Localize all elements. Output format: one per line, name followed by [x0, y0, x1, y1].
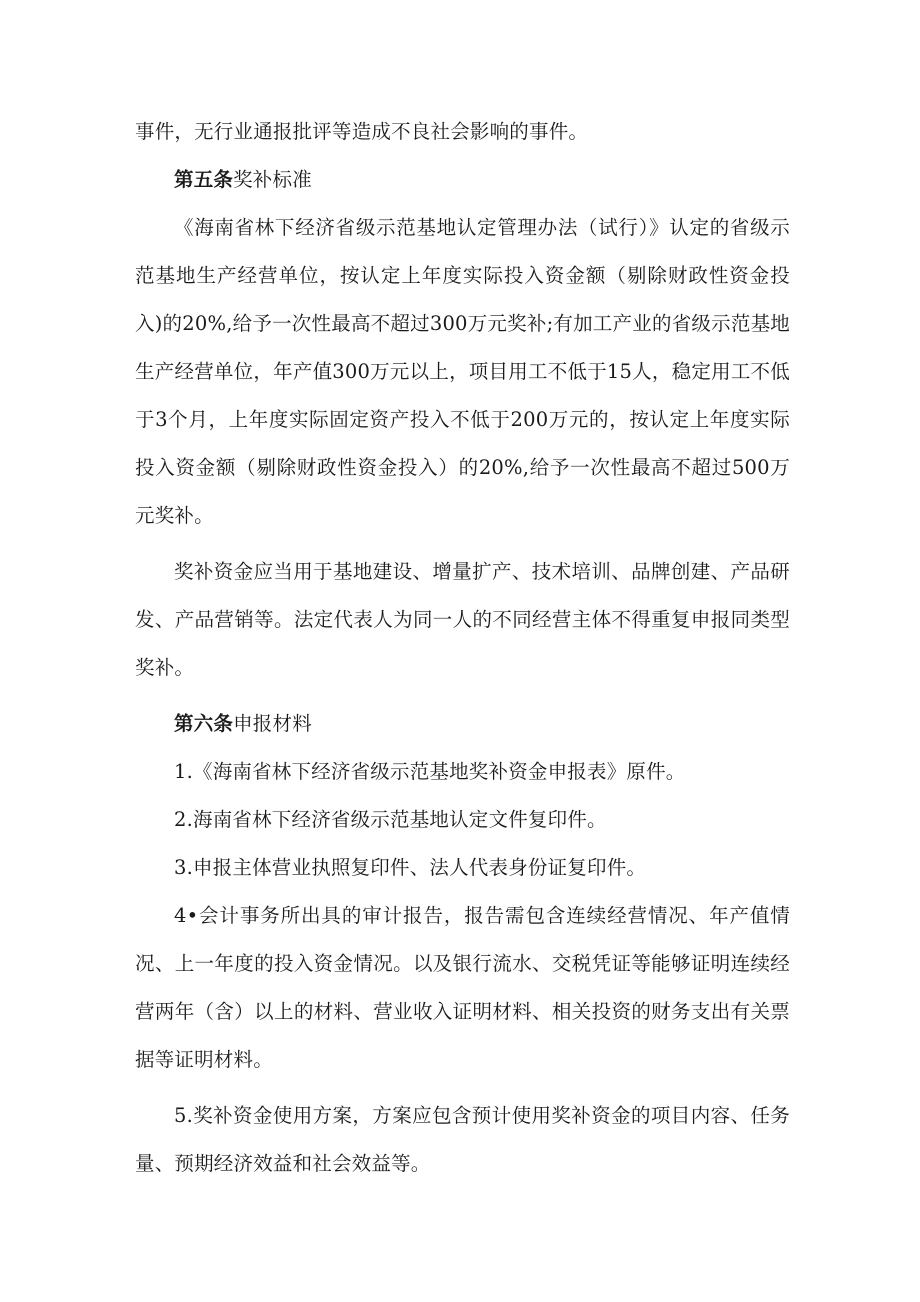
list-item-4: 4•会计事务所出具的审计报告，报告需包含连续经营情况、年产值情况、上一年度的投入资金情况。以及银行流水、交税凭证等能够证明连续经营两年（含）以上的材料、营业收入证明材料、相关投资的财务支出有关票据等证明材料。: [135, 904, 790, 1071]
article-5-heading: [135, 156, 790, 204]
list-item-3: 3.申报主体营业执照复印件、法人代表身份证复印件。: [174, 856, 647, 879]
paragraph-continuation: 事件，无行业通报批评等造成不良社会影响的事件。: [135, 120, 589, 143]
list-item-1: 1.《海南省林下经济省级示范基地奖补资金申报表》原件。: [174, 760, 686, 783]
article-5-paragraph-2: 奖补资金应当用于基地建设、增量扩产、技术培训、品牌创建、产品研发、产品营销等。法定代表人为同一人的不同经营主体不得重复申报同类型奖补。: [135, 560, 790, 679]
article-6-label: 第六条: [174, 712, 234, 735]
document-body: [135, 108, 790, 1188]
list-item-5: 5.奖补资金使用方案，方案应包含预计使用奖补资金的项目内容、任务量、预期经济效益和社会效益等。: [135, 1104, 790, 1175]
article-5-paragraph-1: 《海南省林下经济省级示范基地认定管理办法（试行）》认定的省级示范基地生产经营单位，按认定上年度实际投入资金额（剔除财政性资金投入)的20%,给予一次性最高不超过300万元奖补;有加工产业的省级示范基地生产经营单位，年产值300万元以上，项目用工不低于15人，稳定用工不低于3个月，上年度实际固定资产投入不低于200万元的，按认定上年度实际投入资金额（剔除财政性资金投入）的20%,给予一次性最高不超过500万元奖补。: [135, 216, 790, 527]
article-6-heading: [135, 700, 790, 748]
article-5-label: 第五条: [174, 168, 234, 191]
article-6-title: 申报材料: [233, 712, 312, 735]
list-item-2: 2.海南省林下经济省级示范基地认定文件复印件。: [174, 808, 607, 831]
article-5-title: 奖补标准: [233, 168, 312, 191]
